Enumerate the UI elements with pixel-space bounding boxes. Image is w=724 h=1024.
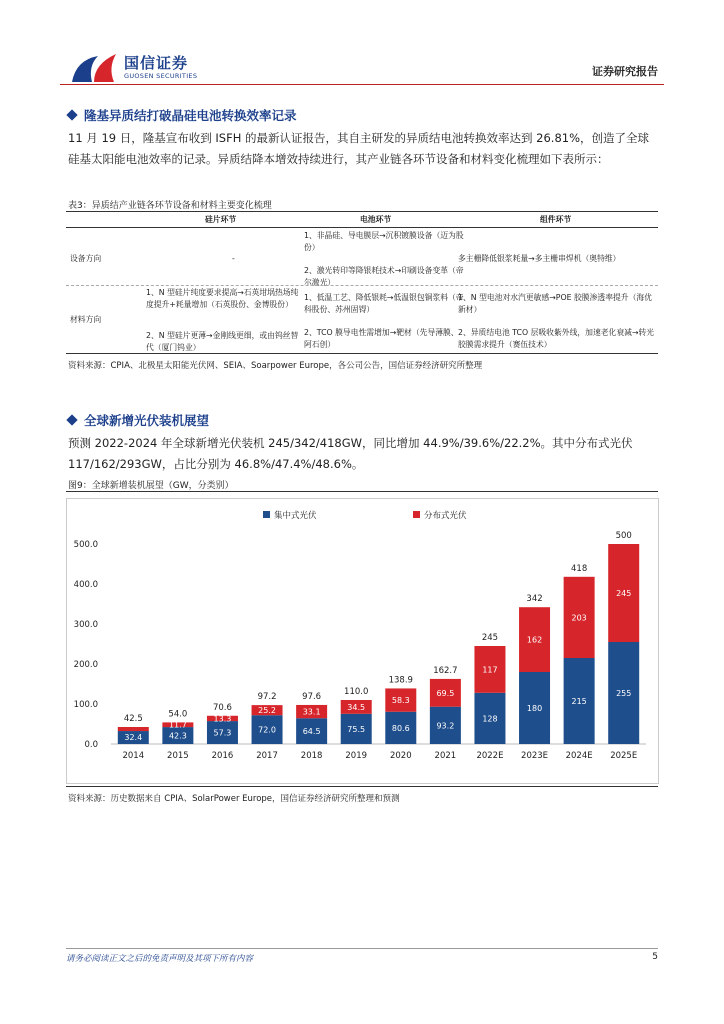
table-cell: 2、激光转印等降银耗技术→印刷设备变革（帝尔激光） [304, 266, 464, 287]
data-label: 128 [482, 714, 498, 724]
brand-name-cn: 国信证券 [124, 54, 189, 72]
data-label: 93.2 [436, 721, 455, 731]
section-title: 隆基异质结打破晶硅电池转换效率记录 [68, 106, 297, 124]
footer-divider [66, 948, 658, 949]
total-label: 42.5 [123, 714, 143, 724]
data-label: 58.3 [391, 696, 410, 706]
footer-disclaimer[interactable]: 请务必阅读正文之后的免责声明及其项下所有内容 [66, 954, 254, 964]
x-tick-label: 2019 [345, 751, 368, 761]
header-divider [60, 84, 664, 85]
legend-swatch [413, 511, 420, 518]
diamond-bullet-icon [66, 414, 77, 425]
chart-frame [66, 498, 659, 784]
page-number: 5 [652, 952, 658, 962]
bar-segment-distributed [118, 727, 149, 731]
table-source: 资料来源：CPIA、北极星太阳能光伏网、SEIA、Soarpower Europe，各公司公告，国信证券经济研究所整理 [68, 361, 483, 371]
x-tick-label: 2020 [389, 751, 412, 761]
x-tick-label: 2021 [434, 751, 457, 761]
table-header-rule [66, 227, 658, 228]
total-label: 162.7 [433, 665, 458, 676]
stacked-bar-chart [67, 499, 658, 783]
data-label: 57.3 [213, 728, 232, 738]
total-label: 70.6 [212, 702, 232, 713]
section-paragraph: 11 月 19 日，隆基宣布收到 ISFH 的最新认证报告，其自主研发的异质结电池转换效率达到 26.81%，创造了全球硅基太阳能电池效率的记录。异质结降本增效持续进行，其产业链各环节设备和材料变化梳理如下表所示： [68, 131, 649, 166]
total-label: 418 [571, 563, 588, 574]
chart-source: 资料来源：历史数据来自 CPIA、SolarPower Europe，国信证券经济研究所整理和预测 [68, 794, 400, 804]
chart-caption-rule [66, 491, 658, 492]
y-tick-label: 300.0 [73, 620, 98, 630]
total-label: 110.0 [344, 687, 369, 697]
data-label: 69.5 [436, 688, 455, 698]
data-label: 13.3 [213, 714, 232, 724]
y-tick-label: 200.0 [73, 660, 98, 670]
total-label: 97.6 [302, 691, 322, 702]
chart-bottom-rule [66, 786, 658, 787]
data-label: 117 [482, 665, 498, 675]
x-tick-label: 2023E [521, 751, 549, 761]
brand-logo [70, 50, 120, 84]
y-tick-label: 400.0 [73, 580, 98, 590]
data-label: 75.5 [347, 724, 366, 734]
table-cell: 2、N 型硅片更薄→金刚线更细，或由钨丝替代（厦门钨业） [146, 331, 299, 352]
y-tick-label: 500.0 [73, 540, 98, 550]
table-top-rule [66, 211, 658, 212]
data-label: 25.2 [258, 706, 276, 716]
x-tick-label: 2022E [476, 751, 504, 761]
data-label: 255 [616, 689, 632, 698]
table-cell: 1、低温工艺、降低银耗→低温银包铜浆料（帝科股份、苏州固锝） [304, 293, 464, 314]
x-tick-label: 2016 [211, 751, 234, 761]
total-label: 138.9 [388, 675, 413, 686]
table-header-cell: 电池环节 [360, 215, 392, 224]
table-cell: 多主栅降低银浆耗量→多主栅串焊机（奥特维） [458, 254, 621, 263]
table-cell: 1、非晶硅、导电膜层→沉积镀膜设备（迈为股份） [304, 231, 464, 252]
table-cell: 1、N 型硅片纯度要求提高→石英坩埚热场纯度提升+耗量增加（石英股份、金博股份） [146, 288, 299, 309]
x-tick-label: 2017 [256, 751, 278, 761]
table-row-label: 设备方向 [70, 254, 102, 263]
data-label: 11.7 [168, 720, 187, 730]
legend-label: 分布式光伏 [424, 511, 467, 521]
table-header-wafer: 硅片环节 [205, 215, 237, 224]
table-cell: - [232, 254, 235, 263]
legend-label: 集中式光伏 [274, 511, 317, 521]
x-tick-label: 2025E [610, 751, 638, 761]
table-row-label: 材料方向 [70, 315, 102, 324]
chart-caption: 图9：全球新增装机展望（GW，分类别） [68, 481, 234, 491]
table-cell: 2、TCO 膜导电性需增加→靶材（先导薄膜、阿石创） [304, 328, 459, 349]
table-bottom-rule [66, 353, 658, 354]
data-label: 34.5 [347, 702, 366, 712]
x-tick-label: 2015 [167, 751, 189, 761]
x-tick-label: 2024E [565, 751, 593, 761]
data-label: 245 [616, 589, 632, 598]
table-cell: 1、N 型电池对水汽更敏感→POE 胶膜渗透率提升（海优新材） [458, 293, 652, 314]
brand-name-en: GUOSEN SECURITIES [124, 72, 198, 80]
data-label: 64.5 [302, 727, 321, 737]
table-row-rule [66, 285, 658, 286]
diamond-bullet-icon [66, 109, 77, 120]
total-label: 500 [615, 531, 632, 541]
total-label: 342 [526, 594, 543, 605]
data-label: 80.6 [391, 723, 410, 733]
data-label: 162 [526, 635, 543, 645]
brand-logo-icon [70, 50, 120, 84]
data-label: 42.3 [168, 731, 187, 741]
section-paragraph: 预测 2022-2024 年全球新增光伏装机 245/342/418GW，同比增加 44.9%/39.6%/22.2%。其中分布式光伏 117/162/293GW，占比分别为 46.8%/47.4%/48.6%。 [68, 436, 633, 471]
table-caption: 表3：异质结产业链各环节设备和材料主要变化梳理 [68, 201, 272, 211]
data-label: 180 [526, 704, 543, 713]
table-header-module: 组件环节 [540, 215, 572, 224]
section-title: 全球新增光伏装机展望 [68, 411, 209, 429]
x-tick-label: 2014 [122, 751, 145, 761]
total-label: 245 [481, 633, 499, 643]
data-label: 32.4 [124, 733, 143, 742]
data-label: 215 [571, 697, 587, 706]
y-tick-label: 0.0 [84, 740, 98, 750]
table-cell: 2、异质结电池 TCO 层吸收紫外线，加速老化衰减→转光胶膜需求提升（赛伍技术） [458, 328, 655, 349]
total-label: 97.2 [257, 692, 277, 703]
x-tick-label: 2018 [300, 751, 323, 761]
report-type: 证券研究报告 [592, 65, 658, 78]
data-label: 203 [571, 613, 587, 623]
total-label: 54.0 [168, 709, 188, 720]
legend-swatch [263, 511, 270, 518]
data-label: 72.0 [258, 725, 276, 735]
y-tick-label: 100.0 [73, 700, 98, 710]
data-label: 33.1 [302, 707, 321, 717]
